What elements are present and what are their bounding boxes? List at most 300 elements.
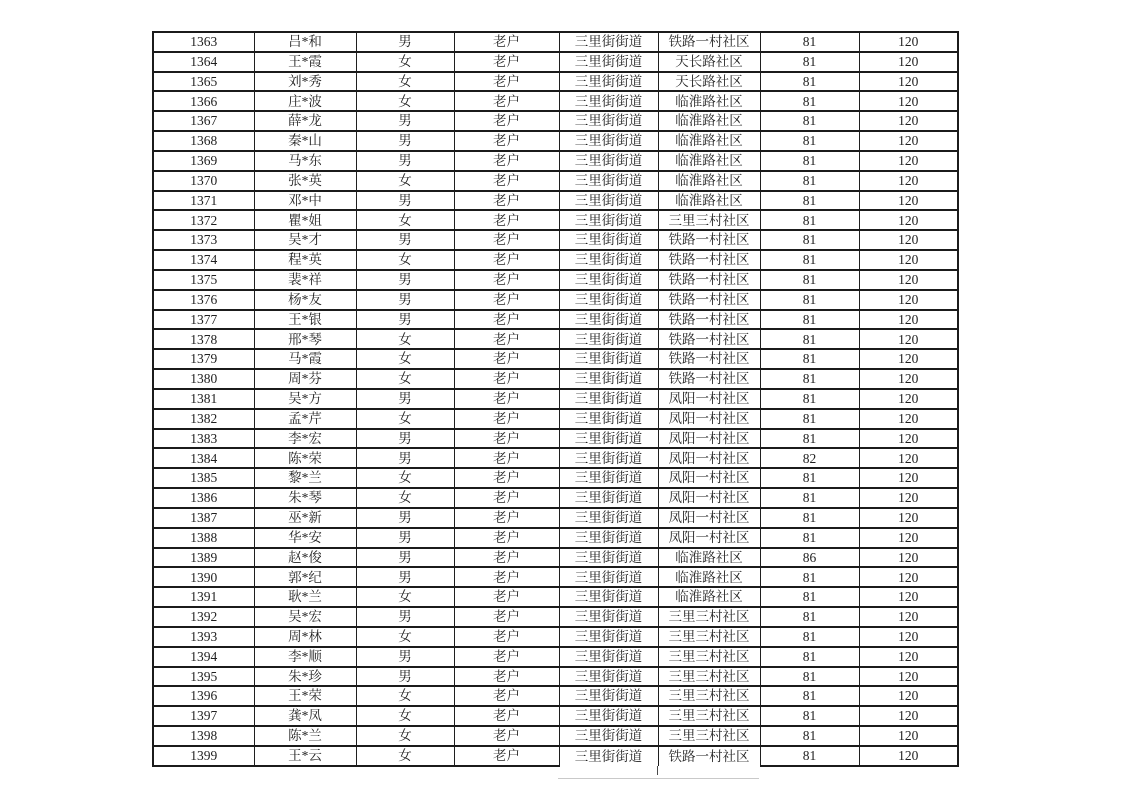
cell-street: 三里街街道 (559, 647, 658, 667)
cell-street: 三里街街道 (559, 746, 658, 766)
cell-community: 凤阳一村社区 (658, 429, 760, 449)
cell-street: 三里街街道 (559, 210, 658, 230)
cell-num1: 81 (760, 488, 859, 508)
cell-gender: 男 (356, 448, 454, 468)
cell-num1: 81 (760, 111, 859, 131)
cell-num2: 120 (859, 429, 958, 449)
table-row (153, 607, 958, 627)
cell-community: 三里三村社区 (658, 686, 760, 706)
cell-seq: 1373 (153, 230, 254, 250)
cell-street: 三里街街道 (559, 270, 658, 290)
table-row (153, 627, 958, 647)
cell-household-type: 老户 (454, 468, 559, 488)
cell-name: 裴*祥 (254, 270, 356, 290)
cell-street: 三里街街道 (559, 250, 658, 270)
cell-seq: 1376 (153, 290, 254, 310)
cell-gender: 男 (356, 567, 454, 587)
cell-num1: 81 (760, 329, 859, 349)
cell-num2: 120 (859, 488, 958, 508)
cell-street: 三里街街道 (559, 488, 658, 508)
table-row (153, 191, 958, 211)
cell-community: 铁路一村社区 (658, 746, 760, 766)
cell-household-type: 老户 (454, 171, 559, 191)
cell-seq: 1374 (153, 250, 254, 270)
cell-gender: 女 (356, 72, 454, 92)
cell-name: 周*林 (254, 627, 356, 647)
cell-street: 三里街街道 (559, 627, 658, 647)
roster-table-container (152, 31, 957, 768)
cell-seq: 1386 (153, 488, 254, 508)
cell-seq: 1372 (153, 210, 254, 230)
cell-gender: 男 (356, 111, 454, 131)
cell-num1: 82 (760, 448, 859, 468)
cell-name: 邢*琴 (254, 329, 356, 349)
cell-community: 铁路一村社区 (658, 310, 760, 330)
cell-name: 庄*波 (254, 91, 356, 111)
cell-gender: 女 (356, 627, 454, 647)
cell-community: 临淮路社区 (658, 151, 760, 171)
cell-num2: 120 (859, 72, 958, 92)
cell-num2: 120 (859, 726, 958, 746)
cell-gender: 男 (356, 151, 454, 171)
cell-seq: 1365 (153, 72, 254, 92)
cell-gender: 女 (356, 746, 454, 766)
table-row (153, 528, 958, 548)
cell-num2: 120 (859, 369, 958, 389)
cell-household-type: 老户 (454, 488, 559, 508)
cell-num1: 81 (760, 587, 859, 607)
cell-num2: 120 (859, 290, 958, 310)
cell-gender: 男 (356, 131, 454, 151)
table-row (153, 587, 958, 607)
cell-household-type: 老户 (454, 191, 559, 211)
cell-seq: 1397 (153, 706, 254, 726)
cell-num2: 120 (859, 151, 958, 171)
cell-name: 赵*俊 (254, 548, 356, 568)
table-row (153, 151, 958, 171)
table-row (153, 72, 958, 92)
cell-seq: 1381 (153, 389, 254, 409)
cell-household-type: 老户 (454, 627, 559, 647)
cell-seq: 1370 (153, 171, 254, 191)
cell-name: 朱*珍 (254, 667, 356, 687)
cell-num2: 120 (859, 528, 958, 548)
cell-seq: 1367 (153, 111, 254, 131)
table-row (153, 111, 958, 131)
cell-street: 三里街街道 (559, 409, 658, 429)
cell-name: 王*荣 (254, 686, 356, 706)
cell-community: 三里三村社区 (658, 627, 760, 647)
cell-street: 三里街街道 (559, 389, 658, 409)
cell-seq: 1392 (153, 607, 254, 627)
cell-community: 凤阳一村社区 (658, 528, 760, 548)
cell-street: 三里街街道 (559, 111, 658, 131)
cell-seq: 1366 (153, 91, 254, 111)
table-row (153, 429, 958, 449)
cell-street: 三里街街道 (559, 528, 658, 548)
cell-household-type: 老户 (454, 548, 559, 568)
cell-name: 巫*新 (254, 508, 356, 528)
cell-household-type: 老户 (454, 111, 559, 131)
cell-gender: 男 (356, 230, 454, 250)
cell-street: 三里街街道 (559, 686, 658, 706)
cell-num1: 81 (760, 32, 859, 52)
cell-household-type: 老户 (454, 329, 559, 349)
cell-community: 三里三村社区 (658, 726, 760, 746)
cell-community: 凤阳一村社区 (658, 508, 760, 528)
cell-num1: 86 (760, 548, 859, 568)
cell-num2: 120 (859, 270, 958, 290)
cell-seq: 1390 (153, 567, 254, 587)
cell-num2: 120 (859, 647, 958, 667)
cell-community: 铁路一村社区 (658, 290, 760, 310)
cell-seq: 1383 (153, 429, 254, 449)
cell-num2: 120 (859, 746, 958, 766)
cell-num1: 81 (760, 429, 859, 449)
cell-street: 三里街街道 (559, 587, 658, 607)
cell-num1: 81 (760, 349, 859, 369)
table-row (153, 548, 958, 568)
cell-seq: 1363 (153, 32, 254, 52)
cell-seq: 1395 (153, 667, 254, 687)
cell-community: 临淮路社区 (658, 587, 760, 607)
cell-household-type: 老户 (454, 369, 559, 389)
cell-num2: 120 (859, 548, 958, 568)
cell-gender: 男 (356, 528, 454, 548)
table-row (153, 91, 958, 111)
cell-household-type: 老户 (454, 91, 559, 111)
table-row (153, 250, 958, 270)
table-row (153, 131, 958, 151)
cell-num1: 81 (760, 369, 859, 389)
cell-gender: 男 (356, 310, 454, 330)
cell-name: 李*顺 (254, 647, 356, 667)
cell-gender: 男 (356, 548, 454, 568)
table-row (153, 647, 958, 667)
cell-community: 临淮路社区 (658, 548, 760, 568)
cell-seq: 1387 (153, 508, 254, 528)
cell-seq: 1398 (153, 726, 254, 746)
cell-seq: 1393 (153, 627, 254, 647)
cell-seq: 1382 (153, 409, 254, 429)
table-row (153, 32, 958, 52)
cell-num1: 81 (760, 726, 859, 746)
cell-community: 铁路一村社区 (658, 270, 760, 290)
cell-name: 王*银 (254, 310, 356, 330)
table-row (153, 210, 958, 230)
cell-name: 王*霞 (254, 52, 356, 72)
cell-name: 周*芬 (254, 369, 356, 389)
table-row (153, 52, 958, 72)
cell-num1: 81 (760, 468, 859, 488)
cell-street: 三里街街道 (559, 191, 658, 211)
cell-num2: 120 (859, 567, 958, 587)
cell-gender: 女 (356, 587, 454, 607)
cell-num1: 81 (760, 389, 859, 409)
table-row (153, 409, 958, 429)
cell-household-type: 老户 (454, 290, 559, 310)
cell-street: 三里街街道 (559, 607, 658, 627)
cell-gender: 女 (356, 726, 454, 746)
cell-gender: 女 (356, 369, 454, 389)
cell-gender: 男 (356, 508, 454, 528)
cell-num1: 81 (760, 686, 859, 706)
cell-name: 郭*纪 (254, 567, 356, 587)
cell-name: 吕*和 (254, 32, 356, 52)
cell-household-type: 老户 (454, 310, 559, 330)
cell-household-type: 老户 (454, 667, 559, 687)
cell-street: 三里街街道 (559, 429, 658, 449)
cell-num2: 120 (859, 667, 958, 687)
cell-gender: 女 (356, 329, 454, 349)
cell-household-type: 老户 (454, 528, 559, 548)
cell-street: 三里街街道 (559, 91, 658, 111)
cell-community: 三里三村社区 (658, 210, 760, 230)
cell-household-type: 老户 (454, 746, 559, 766)
cell-name: 瞿*姐 (254, 210, 356, 230)
cell-num1: 81 (760, 210, 859, 230)
cell-num2: 120 (859, 52, 958, 72)
cell-household-type: 老户 (454, 32, 559, 52)
roster-table (152, 31, 959, 767)
table-row (153, 667, 958, 687)
cell-seq: 1388 (153, 528, 254, 548)
cell-name: 李*宏 (254, 429, 356, 449)
cell-household-type: 老户 (454, 151, 559, 171)
cell-seq: 1369 (153, 151, 254, 171)
cell-household-type: 老户 (454, 131, 559, 151)
table-row (153, 468, 958, 488)
cell-name: 张*英 (254, 171, 356, 191)
table-row (153, 488, 958, 508)
cell-name: 华*安 (254, 528, 356, 548)
cell-community: 三里三村社区 (658, 706, 760, 726)
cell-seq: 1378 (153, 329, 254, 349)
cell-street: 三里街街道 (559, 448, 658, 468)
cell-gender: 男 (356, 647, 454, 667)
cell-num2: 120 (859, 627, 958, 647)
cell-gender: 男 (356, 32, 454, 52)
cell-name: 马*霞 (254, 349, 356, 369)
cell-household-type: 老户 (454, 52, 559, 72)
cell-seq: 1399 (153, 746, 254, 766)
cell-name: 吴*方 (254, 389, 356, 409)
cell-street: 三里街街道 (559, 667, 658, 687)
cell-household-type: 老户 (454, 587, 559, 607)
cell-num2: 120 (859, 607, 958, 627)
cell-community: 天长路社区 (658, 72, 760, 92)
cell-num1: 81 (760, 171, 859, 191)
cell-num1: 81 (760, 607, 859, 627)
cell-household-type: 老户 (454, 686, 559, 706)
cell-street: 三里街街道 (559, 468, 658, 488)
cell-street: 三里街街道 (559, 52, 658, 72)
cell-num1: 81 (760, 290, 859, 310)
cell-name: 耿*兰 (254, 587, 356, 607)
cell-name: 邓*中 (254, 191, 356, 211)
cell-num2: 120 (859, 706, 958, 726)
cell-name: 龚*凤 (254, 706, 356, 726)
table-row (153, 230, 958, 250)
cell-num1: 81 (760, 508, 859, 528)
cell-seq: 1379 (153, 349, 254, 369)
cell-seq: 1371 (153, 191, 254, 211)
cell-household-type: 老户 (454, 508, 559, 528)
cell-community: 铁路一村社区 (658, 230, 760, 250)
cell-household-type: 老户 (454, 429, 559, 449)
cell-community: 临淮路社区 (658, 191, 760, 211)
table-row (153, 329, 958, 349)
cell-num2: 120 (859, 111, 958, 131)
table-row (153, 508, 958, 528)
cell-gender: 女 (356, 91, 454, 111)
cell-street: 三里街街道 (559, 171, 658, 191)
cell-num1: 81 (760, 647, 859, 667)
cell-name: 刘*秀 (254, 72, 356, 92)
cell-num2: 120 (859, 171, 958, 191)
cell-gender: 女 (356, 706, 454, 726)
cell-household-type: 老户 (454, 210, 559, 230)
cell-num2: 120 (859, 349, 958, 369)
cell-num1: 81 (760, 191, 859, 211)
cell-gender: 女 (356, 409, 454, 429)
cell-community: 临淮路社区 (658, 131, 760, 151)
cell-name: 程*英 (254, 250, 356, 270)
cell-household-type: 老户 (454, 726, 559, 746)
cell-household-type: 老户 (454, 270, 559, 290)
cell-num1: 81 (760, 151, 859, 171)
table-row (153, 171, 958, 191)
cell-street: 三里街街道 (559, 131, 658, 151)
cell-street: 三里街街道 (559, 32, 658, 52)
cell-num1: 81 (760, 270, 859, 290)
cell-num1: 81 (760, 746, 859, 766)
table-row (153, 746, 958, 766)
cell-name: 杨*友 (254, 290, 356, 310)
cell-community: 三里三村社区 (658, 607, 760, 627)
cell-num2: 120 (859, 448, 958, 468)
cell-name: 王*云 (254, 746, 356, 766)
cell-gender: 男 (356, 389, 454, 409)
cell-community: 凤阳一村社区 (658, 409, 760, 429)
cell-gender: 男 (356, 290, 454, 310)
cell-gender: 女 (356, 468, 454, 488)
cell-num2: 120 (859, 210, 958, 230)
cell-num1: 81 (760, 667, 859, 687)
cell-community: 凤阳一村社区 (658, 389, 760, 409)
cell-household-type: 老户 (454, 72, 559, 92)
cell-gender: 女 (356, 52, 454, 72)
cell-num1: 81 (760, 131, 859, 151)
cell-num2: 120 (859, 409, 958, 429)
table-row (153, 448, 958, 468)
cell-community: 天长路社区 (658, 52, 760, 72)
cell-community: 三里三村社区 (658, 667, 760, 687)
table-row (153, 389, 958, 409)
cell-community: 临淮路社区 (658, 567, 760, 587)
cell-num2: 120 (859, 329, 958, 349)
cell-num1: 81 (760, 409, 859, 429)
cell-seq: 1375 (153, 270, 254, 290)
cell-gender: 女 (356, 686, 454, 706)
cell-gender: 女 (356, 250, 454, 270)
cell-street: 三里街街道 (559, 706, 658, 726)
cell-household-type: 老户 (454, 647, 559, 667)
cell-num2: 120 (859, 230, 958, 250)
cell-street: 三里街街道 (559, 369, 658, 389)
cell-seq: 1380 (153, 369, 254, 389)
cell-num1: 81 (760, 250, 859, 270)
cell-community: 临淮路社区 (658, 91, 760, 111)
cell-household-type: 老户 (454, 230, 559, 250)
cell-seq: 1368 (153, 131, 254, 151)
cell-household-type: 老户 (454, 448, 559, 468)
table-row (153, 726, 958, 746)
cell-num2: 120 (859, 32, 958, 52)
cell-household-type: 老户 (454, 250, 559, 270)
cell-gender: 男 (356, 667, 454, 687)
cell-street: 三里街街道 (559, 72, 658, 92)
cell-num2: 120 (859, 468, 958, 488)
table-row (153, 706, 958, 726)
cell-num1: 81 (760, 567, 859, 587)
cell-seq: 1364 (153, 52, 254, 72)
cell-street: 三里街街道 (559, 726, 658, 746)
cell-name: 陈*荣 (254, 448, 356, 468)
cell-gender: 男 (356, 607, 454, 627)
cell-name: 陈*兰 (254, 726, 356, 746)
cell-community: 铁路一村社区 (658, 349, 760, 369)
table-row (153, 567, 958, 587)
cell-community: 凤阳一村社区 (658, 468, 760, 488)
table-row (153, 290, 958, 310)
cell-community: 临淮路社区 (658, 111, 760, 131)
cell-num2: 120 (859, 250, 958, 270)
cell-community: 凤阳一村社区 (658, 488, 760, 508)
cell-gender: 男 (356, 270, 454, 290)
cell-seq: 1377 (153, 310, 254, 330)
cell-num2: 120 (859, 91, 958, 111)
cell-num1: 81 (760, 52, 859, 72)
cell-community: 凤阳一村社区 (658, 448, 760, 468)
table-row (153, 686, 958, 706)
cell-num2: 120 (859, 131, 958, 151)
cell-num1: 81 (760, 528, 859, 548)
cell-num1: 81 (760, 706, 859, 726)
cell-num2: 120 (859, 508, 958, 528)
cell-gender: 女 (356, 210, 454, 230)
cell-household-type: 老户 (454, 349, 559, 369)
cell-community: 铁路一村社区 (658, 32, 760, 52)
cell-seq: 1389 (153, 548, 254, 568)
cell-street: 三里街街道 (559, 329, 658, 349)
cell-name: 孟*芹 (254, 409, 356, 429)
cell-street: 三里街街道 (559, 151, 658, 171)
cell-gender: 女 (356, 171, 454, 191)
cell-household-type: 老户 (454, 706, 559, 726)
cell-seq: 1394 (153, 647, 254, 667)
cell-community: 铁路一村社区 (658, 369, 760, 389)
cell-num2: 120 (859, 191, 958, 211)
cell-community: 临淮路社区 (658, 171, 760, 191)
cell-name: 秦*山 (254, 131, 356, 151)
cell-num1: 81 (760, 72, 859, 92)
cell-gender: 男 (356, 429, 454, 449)
cell-name: 黎*兰 (254, 468, 356, 488)
cell-num2: 120 (859, 310, 958, 330)
cell-seq: 1384 (153, 448, 254, 468)
cell-seq: 1396 (153, 686, 254, 706)
